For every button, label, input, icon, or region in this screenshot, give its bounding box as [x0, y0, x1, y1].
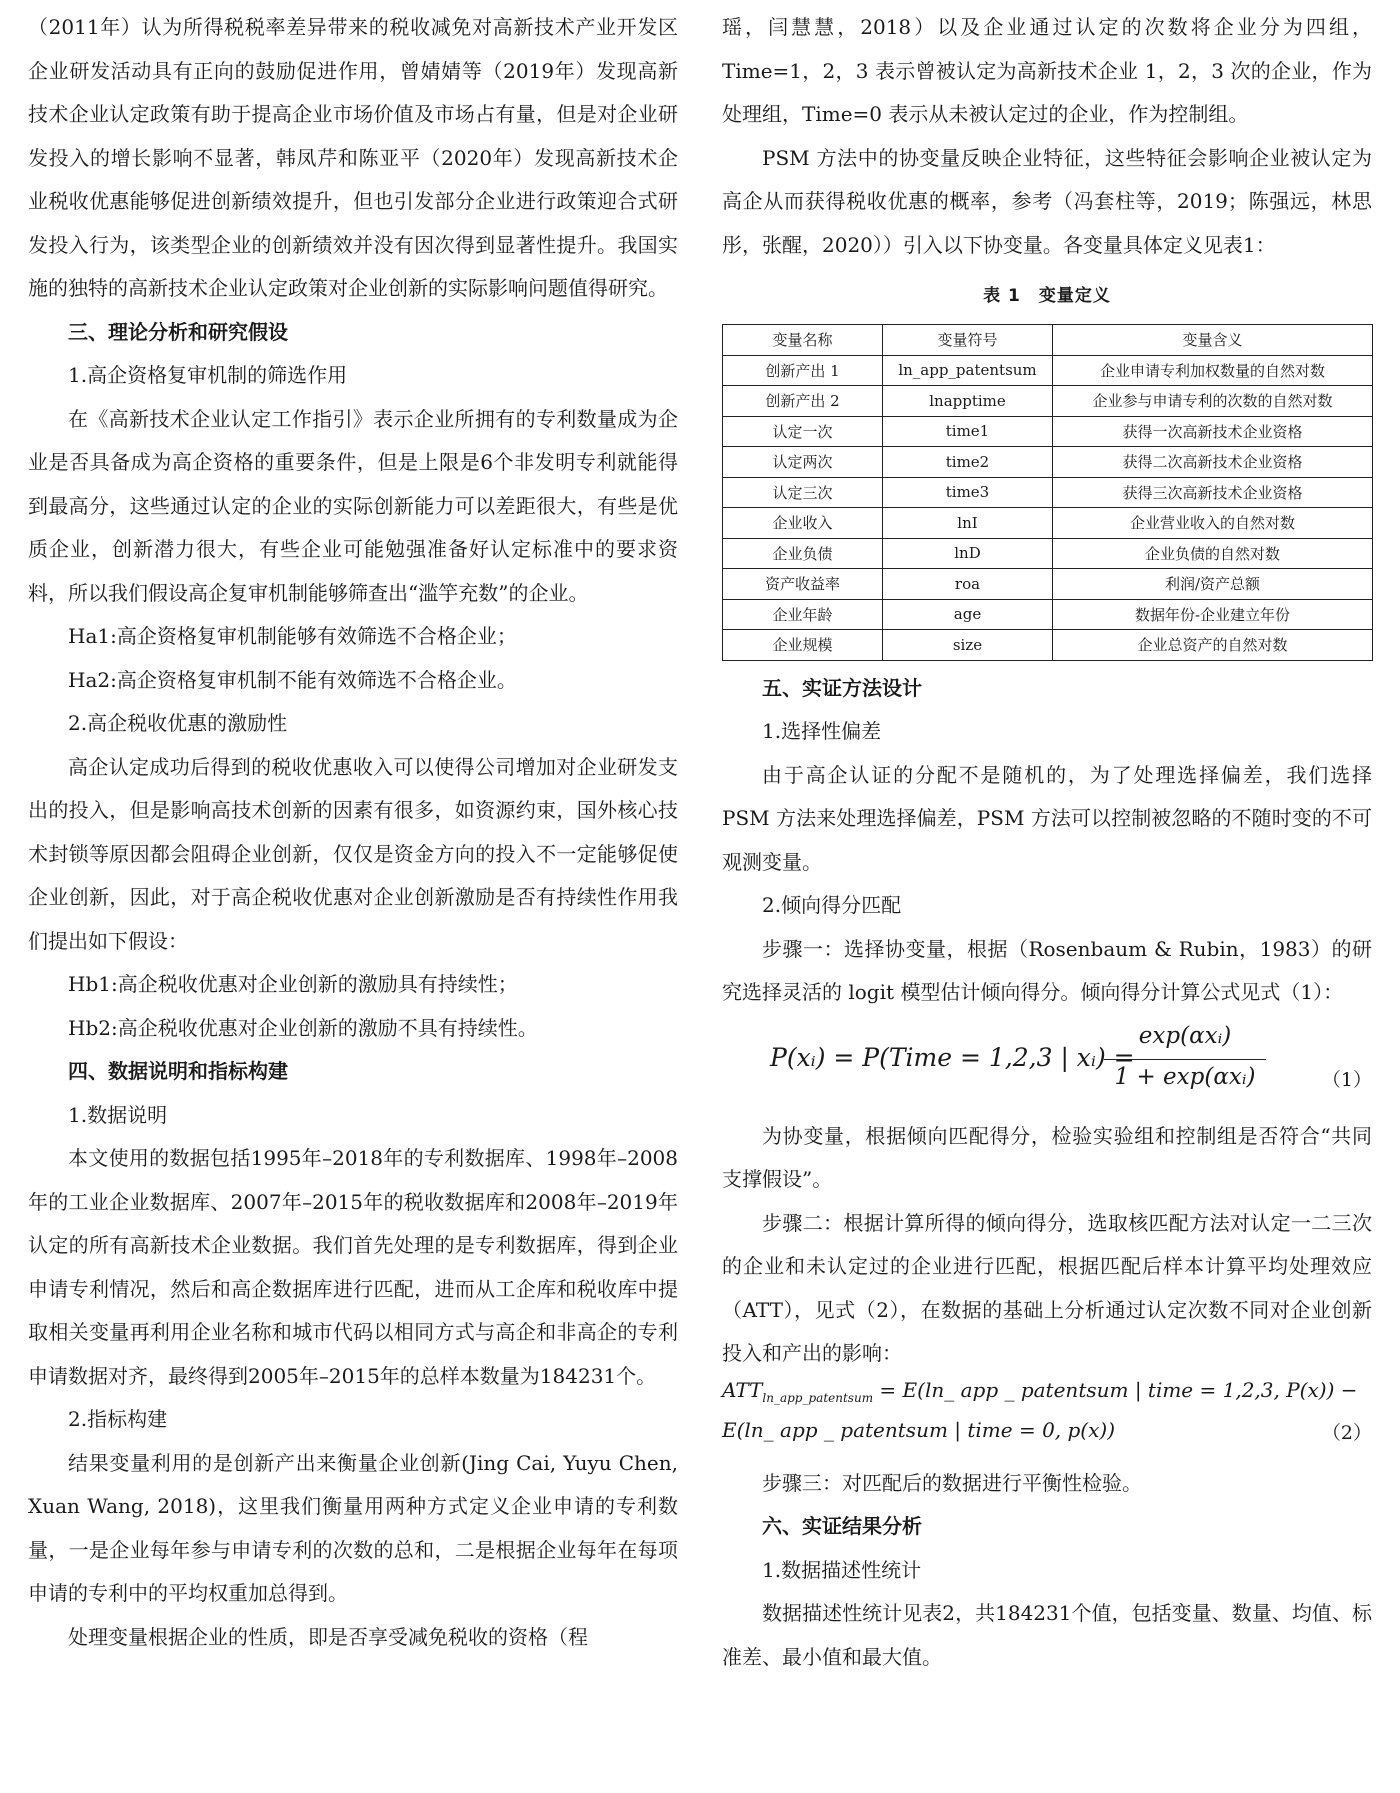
equation-line-2: E(ln_ app _ patentsum | time = 0, p(x)): [722, 1417, 1115, 1442]
table-cell: 创新产出 2: [723, 386, 883, 417]
table-cell: 企业收入: [723, 508, 883, 539]
table-cell: 认定三次: [723, 477, 883, 508]
table-row: [723, 599, 1373, 630]
paragraph: 结果变量利用的是创新产出来衡量企业创新(Jing Cai, Yuyu Chen, Xuan Wang, 2018)，这里我们衡量用两种方式定义企业申请的专利数量，一是企业每年参与申请专利的次数的总和，二是根据企业每年在每项申请的专利中的平均权重加总得到。: [28, 1450, 678, 1605]
paragraph: 在《高新技术企业认定工作指引》表示企业所拥有的专利数量成为企业是否具备成为高企资格的重要条件，但是上限是6个非发明专利就能得到最高分，这些通过认定的企业的实际创新能力可以差距很大，有些是优质企业，创新潜力很大，有些企业可能勉强准备好认定标准中的要求资料，所以我们假设高企复审机制能够筛查出“滥竽充数”的企业。: [28, 406, 678, 605]
subsection-heading: 1.数据说明: [68, 1102, 168, 1127]
paragraph: 步骤一：选择协变量，根据（Rosenbaum & Rubin，1983）的研究选择灵活的 logit 模型估计倾向得分。倾向得分计算公式见式（1）：: [722, 936, 1372, 1004]
paragraph: 高企认定成功后得到的税收优惠收入可以使得公司增加对企业研发支出的投入，但是影响高技术创新的因素有很多，如资源约束，国外核心技术封锁等原因都会阻碍企业创新，仅仅是资金方向的投入不一定能够促使企业创新，因此，对于高企税收优惠对企业创新激励是否有持续性作用我们提出如下假设：: [28, 754, 678, 953]
equation-lhs: P(xᵢ) = P(Time = 1,2,3 | xᵢ) =: [770, 1042, 1135, 1072]
att-symbol: ATT: [722, 1377, 763, 1402]
table-header-cell: 变量符号: [883, 325, 1053, 356]
table-cell: lnD: [883, 538, 1053, 569]
table-cell: 企业负债的自然对数: [1053, 538, 1373, 569]
paragraph: 步骤二：根据计算所得的倾向得分，选取核匹配方法对认定一二三次的企业和未认定过的企业进行匹配，根据匹配后样本计算平均处理效应（ATT），见式（2），在数据的基础上分析通过认定次数不同对企业创新投入和产出的影响：: [722, 1210, 1372, 1365]
att-subscript: ln_app_patentsum: [762, 1390, 874, 1405]
paragraph: 为协变量，根据倾向匹配得分，检验实验组和控制组是否符合“共同支撑假设”。: [722, 1123, 1372, 1191]
subsection-heading: 2.倾向得分匹配: [762, 893, 902, 917]
table-row: [723, 386, 1373, 417]
left-column: [28, 6, 678, 1659]
table-cell: lnI: [883, 508, 1053, 539]
table-header-row: [723, 325, 1373, 356]
table-caption: 表 1 变量定义: [983, 286, 1111, 306]
paragraph: （2011年）认为所得税税率差异带来的税收减免对高新技术产业开发区企业研发活动具有正向的鼓励促进作用，曾婧婧等（2019年）发现高新技术企业认定政策有助于提高企业市场价值及市场占有量，但是对企业研发投入的增长影响不显著，韩凤芹和陈亚平（2020年）发现高新技术企业税收优惠能够促进创新绩效提升，但也引发部分企业进行政策迎合式研发投入行为，该类型企业的创新绩效并没有因次得到显著性提升。我国实施的独特的高新技术企业认定政策对企业创新的实际影响问题值得研究。: [28, 15, 678, 300]
table-cell: roa: [883, 569, 1053, 600]
table-row: [723, 447, 1373, 478]
table-cell: time2: [883, 447, 1053, 478]
table-row: [723, 538, 1373, 569]
subsection-heading: 2.指标构建: [68, 1407, 168, 1431]
table-cell: 利润/资产总额: [1053, 569, 1373, 600]
equation-fraction: [1100, 1023, 1270, 1090]
section-heading: 三、理论分析和研究假设: [68, 319, 288, 344]
table-row: [723, 416, 1373, 447]
table-cell: 企业规模: [723, 630, 883, 661]
equation-1: [722, 1021, 1372, 1111]
table-cell: 获得三次高新技术企业资格: [1053, 477, 1373, 508]
table-cell: 企业总资产的自然对数: [1053, 630, 1373, 661]
equation-number: （2）: [1321, 1421, 1372, 1444]
paragraph: 步骤三：对匹配后的数据进行平衡性检验。: [762, 1470, 1142, 1495]
subsection-heading: 1.数据描述性统计: [762, 1557, 922, 1582]
hypothesis: Ha1:高企资格复审机制能够有效筛选不合格企业；: [68, 624, 517, 648]
table-row: [723, 630, 1373, 661]
section-heading: 四、数据说明和指标构建: [68, 1059, 288, 1083]
paragraph: 瑶，闫慧慧，2018）以及企业通过认定的次数将企业分为四组，Time=1，2，3 表示曾被认定为高新技术企业 1，2，3 次的企业，作为处理组，Time=0 表示从未被认定过的企业，作为控制组。: [722, 15, 1372, 126]
variable-definition-table: [722, 324, 1373, 661]
subsection-heading: 1.高企资格复审机制的筛选作用: [68, 363, 348, 387]
table-cell: 数据年份-企业建立年份: [1053, 599, 1373, 630]
paragraph: 数据描述性统计见表2，共184231个值，包括变量、数量、均值、标准差、最小值和最大值。: [722, 1601, 1372, 1669]
table-cell: 企业参与申请专利的次数的自然对数: [1053, 386, 1373, 417]
equation-2: [722, 1376, 1372, 1460]
table-cell: ln_app_patentsum: [883, 355, 1053, 386]
right-column: [722, 6, 1372, 1679]
table-cell: age: [883, 599, 1053, 630]
table-cell: 企业申请专利加权数量的自然对数: [1053, 355, 1373, 386]
table-header-cell: 变量含义: [1053, 325, 1373, 356]
table-cell: 获得一次高新技术企业资格: [1053, 416, 1373, 447]
hypothesis: Ha2:高企资格复审机制不能有效筛选不合格企业。: [68, 667, 517, 692]
table-cell: 企业负债: [723, 538, 883, 569]
table-cell: time3: [883, 477, 1053, 508]
table-cell: lnapptime: [883, 386, 1053, 417]
section-heading: 五、实证方法设计: [762, 675, 922, 700]
table-cell: time1: [883, 416, 1053, 447]
paragraph: 由于高企认证的分配不是随机的，为了处理选择偏差，我们选择 PSM 方法来处理选择偏差，PSM 方法可以控制被忽略的不随时变的不可观测变量。: [722, 762, 1372, 874]
equation-denominator: 1 + exp(αxᵢ): [1114, 1063, 1256, 1090]
table-cell: 创新产出 1: [723, 355, 883, 386]
table-row: [723, 508, 1373, 539]
table-cell: 获得二次高新技术企业资格: [1053, 447, 1373, 478]
hypothesis: Hb1:高企税收优惠对企业创新的激励具有持续性；: [68, 972, 518, 996]
equation-number: （1）: [1321, 1068, 1372, 1091]
subsection-heading: 2.高企税收优惠的激励性: [68, 711, 288, 735]
paragraph: 本文使用的数据包括1995年–2018年的专利数据库、1998年–2008年的工业企业数据库、2007年–2015年的税收数据库和2008年–2019年认定的所有高新技术企业数据。我们首先处理的是专利数据库，得到企业申请专利情况，然后和高企数据库进行匹配，进而从工企库和税收库中提取相关变量再利用企业名称和城市代码以相同方式与高企和非高企的专利申请数据对齐，最终得到2005年–2015年的总样本数量为184231个。: [28, 1146, 678, 1388]
subsection-heading: 1.选择性偏差: [762, 719, 882, 743]
table-row: [723, 569, 1373, 600]
equation-line-1: = E(ln_ app _ patentsum | time = 1,2,3, P(x)) −: [873, 1377, 1358, 1402]
table-cell: 企业年龄: [723, 599, 883, 630]
table-cell: 资产收益率: [723, 569, 883, 600]
table-row: [723, 355, 1373, 386]
table-header-cell: 变量名称: [723, 325, 883, 356]
section-heading: 六、实证结果分析: [762, 1514, 922, 1538]
equation-line: [722, 1378, 1357, 1405]
table-cell: size: [883, 630, 1053, 661]
table-row: [723, 477, 1373, 508]
paragraph: PSM 方法中的协变量反映企业特征，这些特征会影响企业被认定为高企从而获得税收优惠的概率，参考（冯套柱等，2019；陈强远，林思彤，张醒，2020））引入以下协变量。各变量具体定义见表1：: [722, 145, 1372, 257]
table-cell: 认定一次: [723, 416, 883, 447]
paragraph: 处理变量根据企业的性质，即是否享受减免税收的资格（程: [68, 1624, 588, 1649]
table-cell: 企业营业收入的自然对数: [1053, 508, 1373, 539]
equation-numerator: exp(αxᵢ): [1138, 1022, 1232, 1049]
hypothesis: Hb2:高企税收优惠对企业创新的激励不具有持续性。: [68, 1015, 538, 1040]
table-cell: 认定两次: [723, 447, 883, 478]
